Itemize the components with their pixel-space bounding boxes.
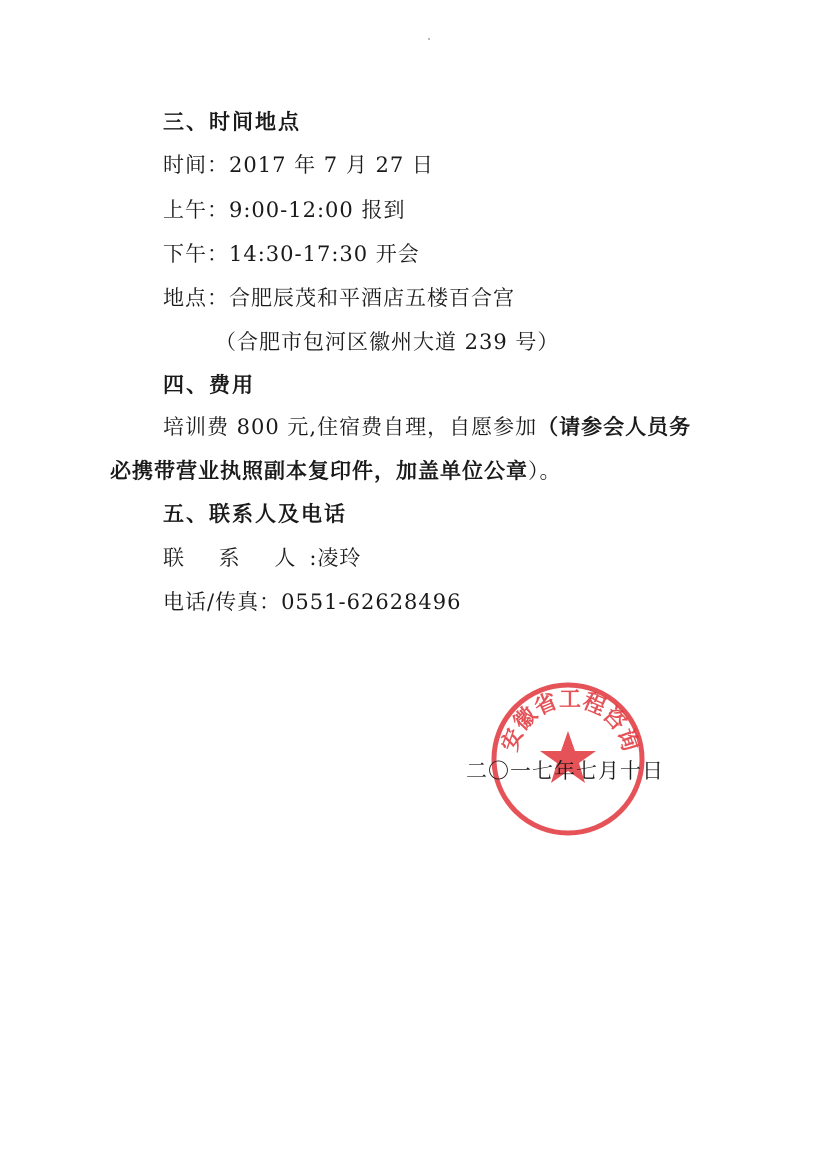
document-date: 二〇一七年七月十日 bbox=[466, 759, 664, 783]
fee-text: 培训费 800 元,住宿费自理，自愿参加 bbox=[163, 415, 538, 439]
section-5-heading: 五、联系人及电话 bbox=[163, 502, 347, 526]
contact-phone-fax: 电话/传真：0551-62628496 bbox=[163, 590, 462, 614]
fee-note-end: 必携带营业执照副本复印件，加盖单位公章 bbox=[110, 459, 528, 483]
section-3-heading: 三、时间地点 bbox=[163, 110, 301, 134]
contact-name: :凌玲 bbox=[309, 546, 362, 570]
scan-speck bbox=[428, 38, 430, 40]
fee-note-close: ）。 bbox=[528, 459, 562, 483]
contact-person bbox=[163, 544, 361, 572]
morning-schedule: 上午：9:00-12:00 报到 bbox=[163, 198, 406, 222]
section-4-heading: 四、费用 bbox=[163, 373, 255, 397]
meeting-place: 地点：合肥辰茂和平酒店五楼百合宫 bbox=[163, 286, 515, 310]
meeting-time: 时间：2017 年 7 月 27 日 bbox=[163, 153, 434, 177]
afternoon-schedule: 下午：14:30-17:30 开会 bbox=[163, 242, 420, 266]
meeting-address: （合肥市包河区徽州大道 239 号） bbox=[215, 330, 560, 354]
fee-paragraph-line-1 bbox=[163, 413, 691, 441]
seal-text: 安徽省工程咨询 bbox=[497, 687, 643, 755]
fee-paragraph-line-2 bbox=[110, 457, 562, 485]
fee-note-start: （请参会人员务 bbox=[537, 415, 692, 439]
contact-label: 联 系 人 bbox=[163, 546, 310, 570]
